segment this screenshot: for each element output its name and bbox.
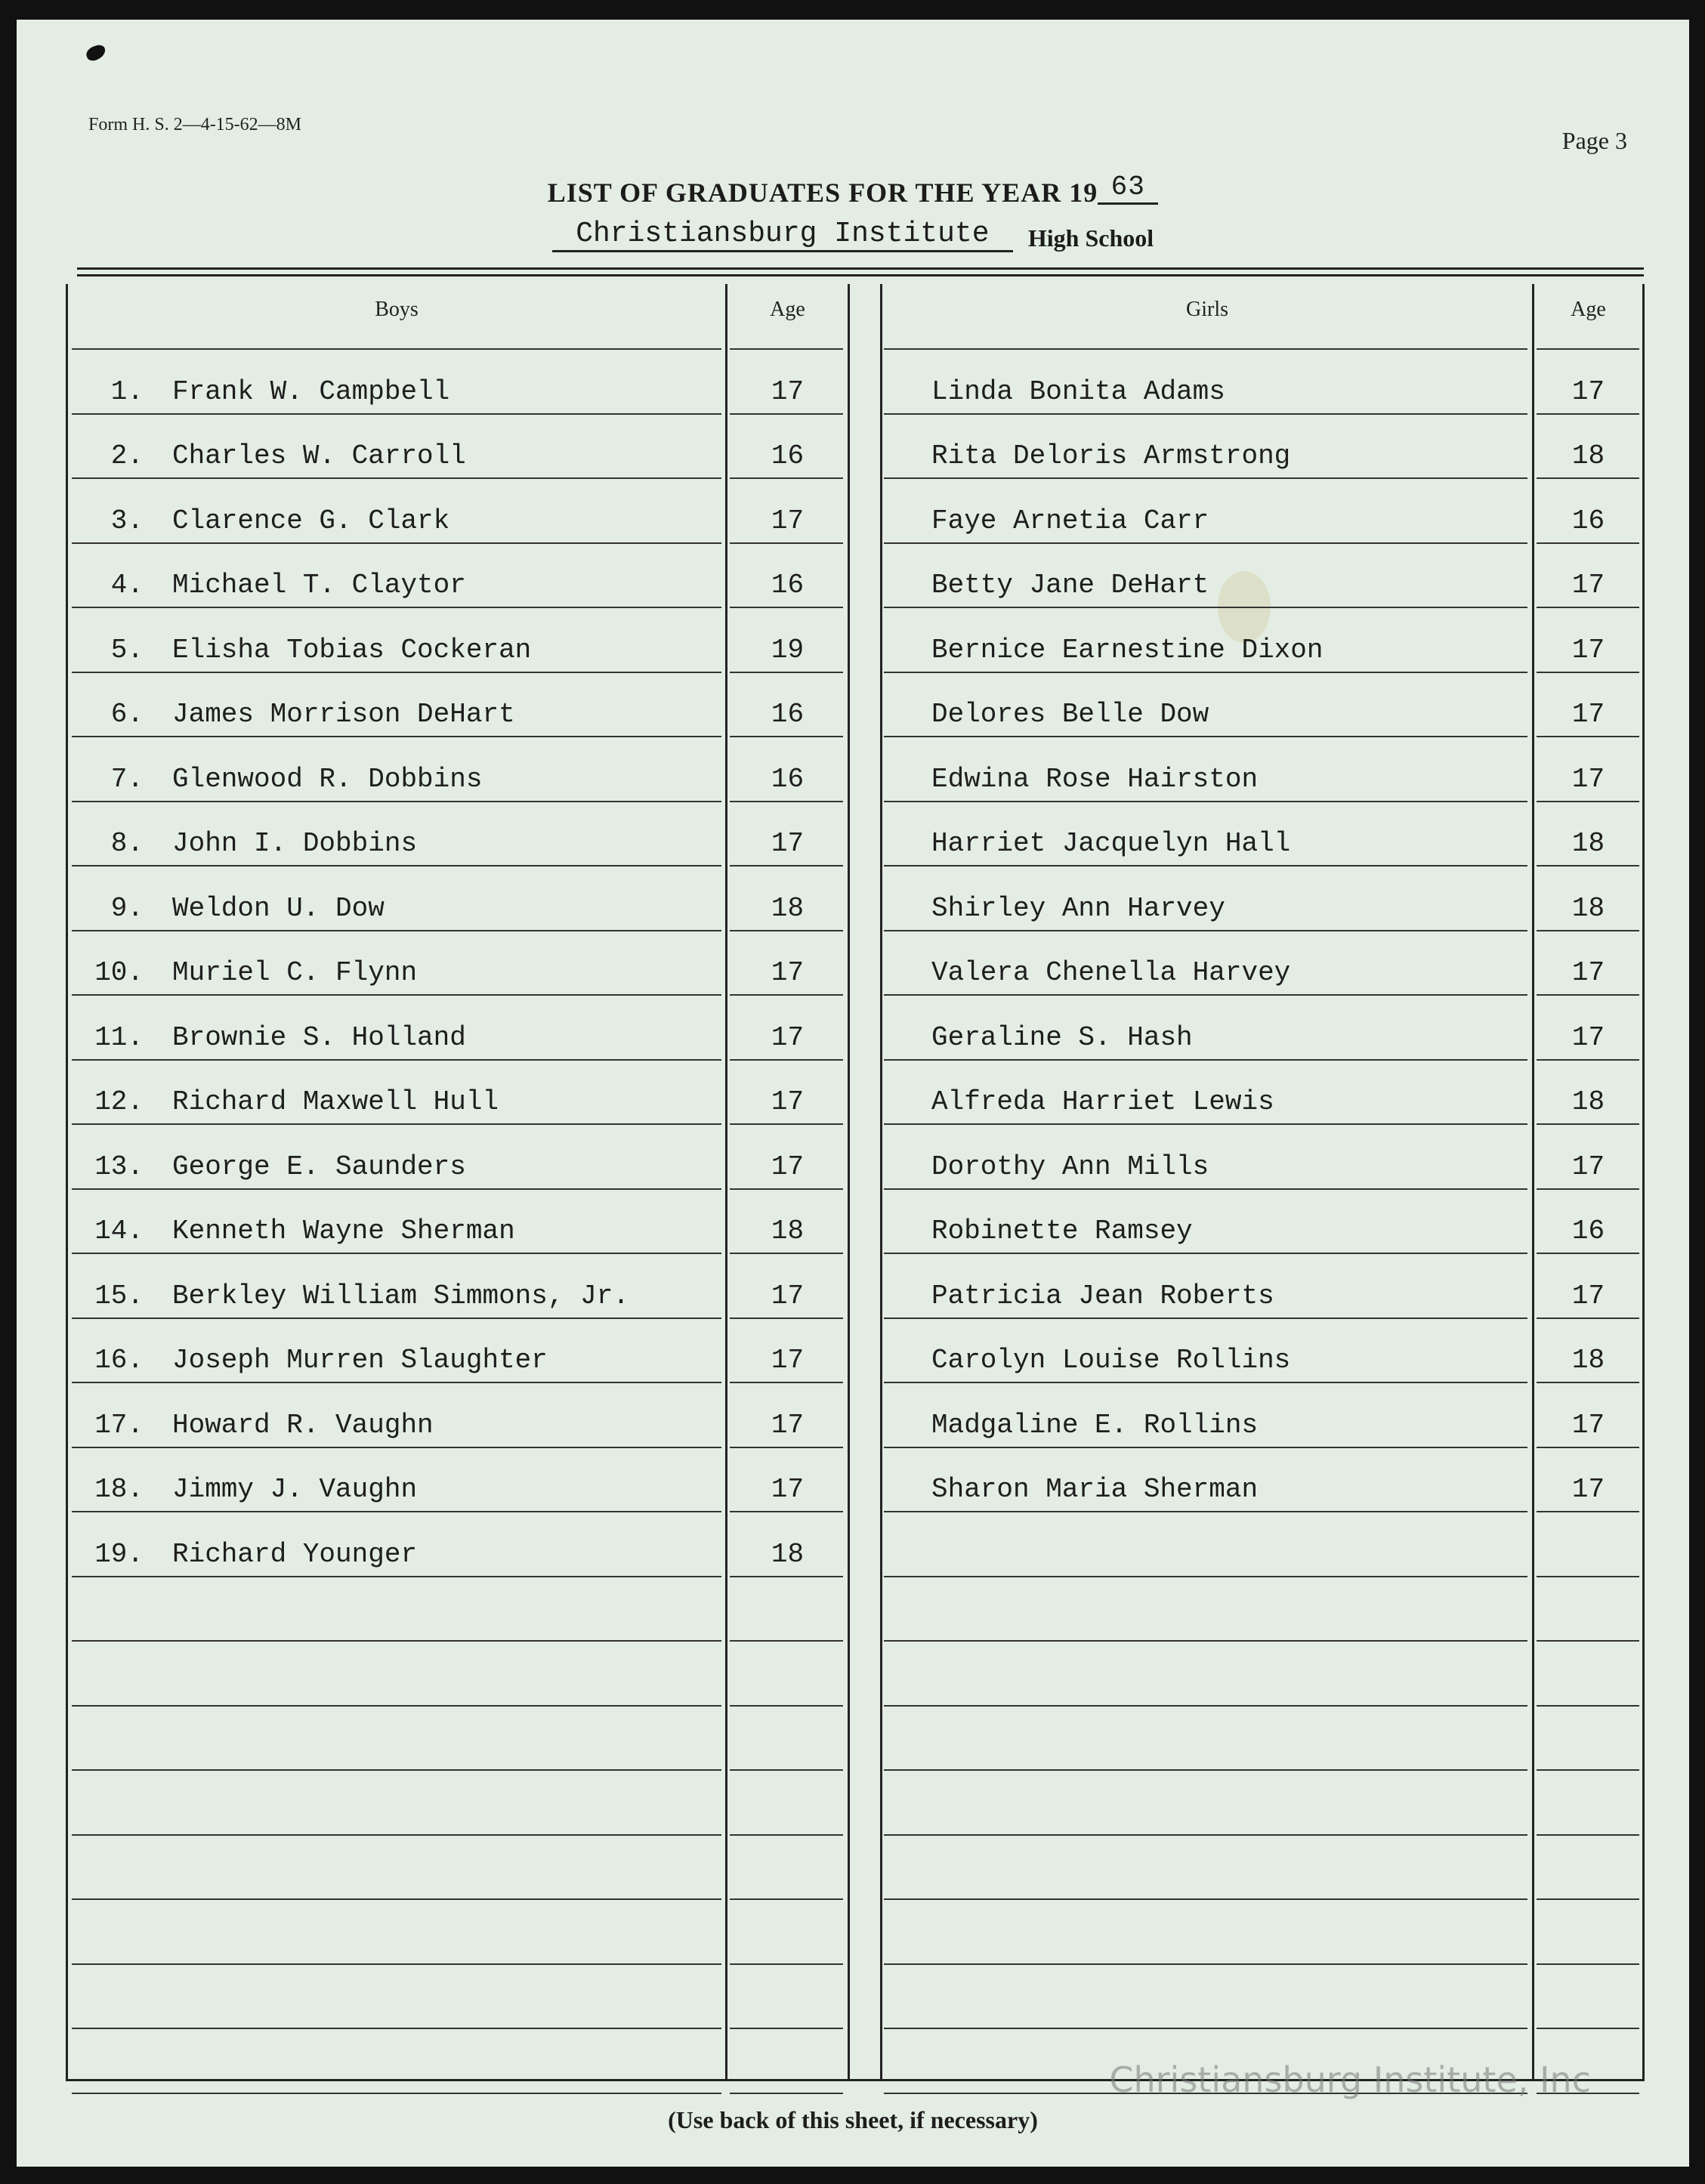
row-line	[1537, 1059, 1639, 1061]
row-line	[730, 736, 843, 737]
row-line	[1537, 1382, 1639, 1383]
row-line	[1537, 1705, 1639, 1707]
center-divider-left	[848, 284, 850, 2079]
girl-age: 17	[1571, 634, 1605, 666]
row-line	[72, 1834, 721, 1836]
row-line	[72, 477, 721, 479]
row-line	[72, 1253, 721, 1254]
girl-age: 17	[1571, 570, 1605, 601]
boy-number: 14.	[94, 1216, 144, 1246]
boy-name: Elisha Tobias Cockeran	[172, 634, 532, 666]
boy-name: George E. Saunders	[172, 1151, 466, 1182]
header-underline	[72, 348, 721, 350]
girl-name: Alfreda Harriet Lewis	[931, 1086, 1274, 1117]
row-line	[72, 1640, 721, 1642]
row-line	[730, 865, 843, 866]
girl-name: Dorothy Ann Mills	[931, 1151, 1209, 1182]
ink-spot	[85, 43, 108, 63]
boy-number: 1.	[110, 375, 144, 407]
boy-age: 17	[771, 1280, 805, 1311]
boy-age: 18	[771, 1216, 805, 1246]
boy-number: 2.	[110, 440, 144, 471]
row-line	[730, 1769, 843, 1771]
school-line	[17, 218, 1689, 252]
row-line	[730, 1188, 843, 1190]
row-line	[730, 1963, 843, 1965]
row-line	[884, 1511, 1527, 1512]
center-divider-right	[880, 284, 882, 2079]
row-line	[1537, 1576, 1639, 1577]
row-line	[884, 865, 1527, 866]
row-line	[884, 1188, 1527, 1190]
boy-name: Clarence G. Clark	[172, 505, 450, 536]
boy-age: 18	[771, 892, 805, 924]
header-rule-top	[77, 267, 1644, 270]
row-line	[72, 607, 721, 608]
row-line	[1537, 801, 1639, 802]
girl-name: Delores Belle Dow	[931, 699, 1209, 730]
title-prefix: LIST OF GRADUATES FOR THE YEAR 19	[547, 178, 1098, 208]
girl-age: 17	[1571, 1151, 1605, 1182]
girl-name: Betty Jane DeHart	[931, 570, 1209, 601]
boy-name: Richard Maxwell Hull	[172, 1086, 499, 1117]
boy-name: Weldon U. Dow	[172, 892, 385, 924]
row-line	[884, 1834, 1527, 1836]
boy-name: Michael T. Claytor	[172, 570, 466, 601]
row-line	[730, 413, 843, 415]
document-title	[17, 171, 1689, 212]
row-line	[884, 1382, 1527, 1383]
boy-number: 13.	[94, 1151, 144, 1182]
row-line	[730, 930, 843, 931]
row-line	[72, 1963, 721, 1965]
girl-age: 17	[1571, 699, 1605, 730]
row-line	[884, 1963, 1527, 1965]
row-line	[730, 607, 843, 608]
boy-number: 7.	[110, 763, 144, 795]
row-line	[72, 930, 721, 931]
row-line	[730, 1834, 843, 1836]
girl-age: 17	[1571, 1409, 1605, 1441]
row-line	[730, 2093, 843, 2094]
row-line	[1537, 994, 1639, 996]
row-line	[884, 1705, 1527, 1707]
boy-name: Kenneth Wayne Sherman	[172, 1216, 515, 1246]
row-line	[730, 477, 843, 479]
row-line	[730, 994, 843, 996]
row-line	[72, 1123, 721, 1125]
row-line	[72, 1769, 721, 1771]
row-line	[72, 1447, 721, 1448]
school-name-field: Christiansburg Institute	[552, 218, 1013, 252]
row-line	[72, 736, 721, 737]
row-line	[1537, 865, 1639, 866]
row-line	[884, 1253, 1527, 1254]
girl-name: Carolyn Louise Rollins	[931, 1345, 1291, 1376]
row-line	[72, 1188, 721, 1190]
girl-age: 17	[1571, 1280, 1605, 1311]
boys-header: Boys	[375, 298, 419, 321]
row-line	[884, 1059, 1527, 1061]
boy-number: 5.	[110, 634, 144, 666]
row-line	[730, 672, 843, 673]
boy-age: 17	[771, 505, 805, 536]
girl-name: Geraline S. Hash	[931, 1021, 1193, 1053]
girl-age: 18	[1571, 1345, 1605, 1376]
boy-number: 18.	[94, 1474, 144, 1505]
boy-name: Glenwood R. Dobbins	[172, 763, 483, 795]
boy-number: 19.	[94, 1538, 144, 1570]
boy-name: John I. Dobbins	[172, 828, 418, 859]
row-line	[1537, 542, 1639, 544]
row-line	[884, 1898, 1527, 1900]
boy-age: 16	[771, 570, 805, 601]
girl-name: Sharon Maria Sherman	[931, 1474, 1259, 1505]
row-line	[884, 477, 1527, 479]
girl-age: 16	[1571, 505, 1605, 536]
row-line	[72, 1705, 721, 1707]
row-line	[884, 1318, 1527, 1319]
boy-number: 11.	[94, 1021, 144, 1053]
row-line	[884, 1769, 1527, 1771]
boy-age: 16	[771, 763, 805, 795]
row-line	[1537, 1511, 1639, 1512]
boy-name: Muriel C. Flynn	[172, 957, 418, 988]
boy-number: 17.	[94, 1409, 144, 1441]
row-line	[730, 1640, 843, 1642]
girl-age: 18	[1571, 1086, 1605, 1117]
row-line	[884, 2028, 1527, 2029]
girl-name: Linda Bonita Adams	[931, 375, 1225, 407]
girls-header: Girls	[1186, 298, 1228, 321]
boy-age: 19	[771, 634, 805, 666]
boy-number: 9.	[110, 892, 144, 924]
row-line	[730, 2028, 843, 2029]
boy-name: Brownie S. Holland	[172, 1021, 466, 1053]
row-line	[1537, 1447, 1639, 1448]
boy-number: 10.	[94, 957, 144, 988]
girl-age: 18	[1571, 828, 1605, 859]
row-line	[1537, 477, 1639, 479]
header-underline	[1537, 348, 1639, 350]
row-line	[1537, 607, 1639, 608]
row-line	[884, 801, 1527, 802]
girl-name: Edwina Rose Hairston	[931, 763, 1259, 795]
row-line	[730, 1382, 843, 1383]
row-line	[72, 1898, 721, 1900]
row-line	[730, 1576, 843, 1577]
row-line	[1537, 1318, 1639, 1319]
girl-age: 17	[1571, 957, 1605, 988]
row-line	[884, 542, 1527, 544]
row-line	[730, 1898, 843, 1900]
boy-number: 6.	[110, 699, 144, 730]
row-line	[884, 1447, 1527, 1448]
boy-age: 17	[771, 957, 805, 988]
row-line	[730, 1253, 843, 1254]
row-line	[72, 413, 721, 415]
row-line	[1537, 930, 1639, 931]
boy-name: Richard Younger	[172, 1538, 418, 1570]
boy-age: 17	[771, 1345, 805, 1376]
boy-age: 17	[771, 1474, 805, 1505]
boy-age: 17	[771, 1086, 805, 1117]
boy-number: 3.	[110, 505, 144, 536]
school-suffix: High School	[1027, 224, 1154, 252]
boy-number: 8.	[110, 828, 144, 859]
row-line	[884, 1576, 1527, 1577]
boy-age: 18	[771, 1538, 805, 1570]
row-line	[72, 542, 721, 544]
boy-name: Jimmy J. Vaughn	[172, 1474, 418, 1505]
boy-age: 17	[771, 1409, 805, 1441]
girl-age: 17	[1571, 375, 1605, 407]
boy-age: 17	[771, 1151, 805, 1182]
boy-name: Berkley William Simmons, Jr.	[172, 1280, 629, 1311]
watermark: Christiansburg Institute, Inc	[1109, 2059, 1591, 2100]
boy-age: 16	[771, 440, 805, 471]
row-line	[1537, 1123, 1639, 1125]
page-number: Page 3	[1561, 127, 1627, 154]
girl-name: Patricia Jean Roberts	[931, 1280, 1274, 1311]
row-line	[730, 1318, 843, 1319]
girl-age: 17	[1571, 763, 1605, 795]
header-underline	[884, 348, 1527, 350]
boy-name: Howard R. Vaughn	[172, 1409, 434, 1441]
boy-number: 12.	[94, 1086, 144, 1117]
girl-name: Faye Arnetia Carr	[931, 505, 1209, 536]
row-line	[730, 1059, 843, 1061]
girl-name: Robinette Ramsey	[931, 1216, 1193, 1246]
graduates-table	[66, 284, 1645, 2081]
row-line	[72, 2028, 721, 2029]
boy-name: Charles W. Carroll	[172, 440, 466, 471]
row-line	[1537, 1769, 1639, 1771]
girl-age: 18	[1571, 892, 1605, 924]
boy-number: 4.	[110, 570, 144, 601]
row-line	[1537, 736, 1639, 737]
girl-age: 17	[1571, 1021, 1605, 1053]
boy-age: 17	[771, 828, 805, 859]
girl-name: Madgaline E. Rollins	[931, 1409, 1259, 1441]
row-line	[884, 413, 1527, 415]
row-line	[730, 801, 843, 802]
girl-name: Harriet Jacquelyn Hall	[931, 828, 1291, 859]
row-line	[730, 1511, 843, 1512]
row-line	[884, 736, 1527, 737]
boy-name: Joseph Murren Slaughter	[172, 1345, 548, 1376]
boy-name: Frank W. Campbell	[172, 375, 450, 407]
header-rule-bottom	[77, 274, 1644, 276]
boy-age: 17	[771, 375, 805, 407]
row-line	[72, 1318, 721, 1319]
boy-age: 17	[771, 1021, 805, 1053]
girl-name: Valera Chenella Harvey	[931, 957, 1291, 988]
row-line	[730, 542, 843, 544]
row-line	[72, 865, 721, 866]
header-underline	[730, 348, 843, 350]
row-line	[72, 672, 721, 673]
boy-name: James Morrison DeHart	[172, 699, 515, 730]
row-line	[1537, 1898, 1639, 1900]
row-line	[1537, 1253, 1639, 1254]
document-sheet	[17, 20, 1689, 2167]
girl-age: 16	[1571, 1216, 1605, 1246]
boy-number: 16.	[94, 1345, 144, 1376]
row-line	[884, 1123, 1527, 1125]
boy-number: 15.	[94, 1280, 144, 1311]
row-line	[730, 1705, 843, 1707]
row-line	[1537, 2028, 1639, 2029]
row-line	[72, 2093, 721, 2094]
row-line	[884, 930, 1527, 931]
row-line	[72, 1576, 721, 1577]
row-line	[884, 672, 1527, 673]
row-line	[884, 1640, 1527, 1642]
row-line	[1537, 1834, 1639, 1836]
row-line	[1537, 1963, 1639, 1965]
row-line	[72, 1511, 721, 1512]
row-line	[1537, 413, 1639, 415]
girls-age-header: Age	[1571, 298, 1606, 321]
girl-age: 17	[1571, 1474, 1605, 1505]
row-line	[1537, 1188, 1639, 1190]
girl-name: Bernice Earnestine Dixon	[931, 634, 1324, 666]
row-line	[1537, 672, 1639, 673]
row-line	[72, 1059, 721, 1061]
boys-age-header: Age	[770, 298, 805, 321]
boy-age: 16	[771, 699, 805, 730]
row-line	[884, 607, 1527, 608]
girl-age: 18	[1571, 440, 1605, 471]
row-line	[1537, 1640, 1639, 1642]
row-line	[730, 1123, 843, 1125]
row-line	[884, 994, 1527, 996]
girl-name: Shirley Ann Harvey	[931, 892, 1225, 924]
row-line	[730, 1447, 843, 1448]
row-line	[72, 1382, 721, 1383]
row-line	[72, 801, 721, 802]
row-line	[72, 994, 721, 996]
year-field: 63	[1098, 171, 1158, 205]
girl-name: Rita Deloris Armstrong	[931, 440, 1291, 471]
form-code: Form H. S. 2—4-15-62—8M	[88, 115, 302, 134]
footer-note: (Use back of this sheet, if necessary)	[668, 2106, 1038, 2133]
